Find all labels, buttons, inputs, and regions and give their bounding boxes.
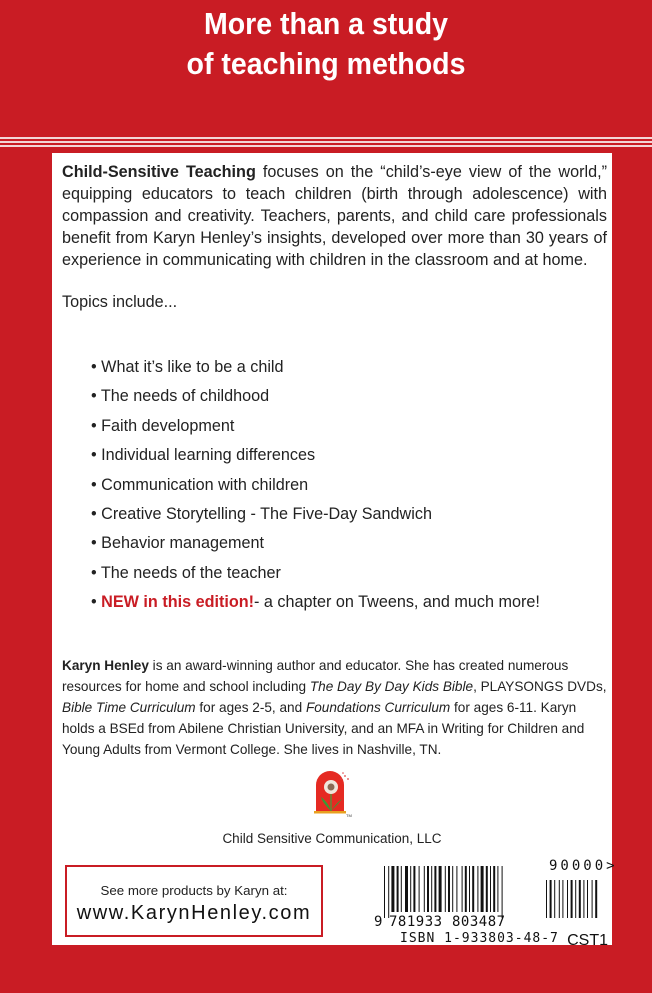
barcode-bar — [481, 866, 484, 912]
isbn-barcode — [374, 858, 618, 950]
website-box — [65, 865, 323, 937]
barcode-bar — [486, 866, 488, 912]
barcode-bar — [439, 866, 442, 912]
addon-bar — [575, 880, 576, 918]
addon-bar — [583, 880, 584, 918]
barcode-bar — [456, 866, 457, 912]
barcode-bar — [477, 866, 478, 912]
list-item: • Behavior management — [91, 534, 265, 553]
bio-text: , PLAYSONGS DVDs, — [473, 679, 607, 694]
barcode-bar — [391, 866, 394, 912]
list-item: • The needs of the teacher — [91, 563, 281, 582]
barcode-bar — [465, 866, 467, 912]
barcode-bar — [497, 866, 498, 912]
barcode-bar — [427, 866, 429, 912]
bio-title: The Day By Day Kids Bible — [309, 679, 474, 694]
barcode-digits-left: 781933 — [389, 914, 443, 930]
list-item: • Faith development — [91, 416, 235, 435]
website-prompt: See more products by Karyn at: — [100, 883, 288, 898]
addon-digits: 90000> — [549, 858, 618, 874]
bio-text: is an award-winning author and educator. She has created numerous resources for home and school including — [62, 658, 569, 694]
addon-bar — [546, 880, 547, 918]
addon-bar — [595, 880, 597, 918]
addon-bar — [587, 880, 588, 918]
new-edition-highlight: NEW in this edition! — [101, 593, 255, 612]
barcode-bar — [401, 866, 402, 912]
addon-bar — [562, 880, 563, 918]
bio-title: Foundations Curriculum — [305, 700, 451, 715]
barcode-bar — [424, 866, 425, 912]
barcode-bar — [502, 866, 503, 918]
list-item-new — [91, 593, 540, 622]
barcode-bar — [445, 866, 446, 912]
addon-bar — [571, 880, 573, 918]
addon-bar — [579, 880, 581, 918]
book-title: Child-Sensitive Teaching — [62, 163, 256, 181]
barcode-digits-right: 803487 — [452, 914, 506, 930]
addon-bar — [567, 880, 568, 918]
list-item: • Creative Storytelling - The Five-Day Sandwich — [91, 504, 432, 523]
isbn-text: ISBN 1-933803-48-7 — [400, 931, 559, 946]
content-panel — [52, 153, 618, 949]
barcode-first-digit: 9 — [374, 914, 383, 930]
addon-bar — [592, 880, 593, 918]
barcode-bar — [462, 866, 463, 912]
list-item: • What it’s like to be a child — [91, 358, 284, 376]
cover-title — [26, 4, 626, 84]
author-name: Karyn Henley — [62, 658, 149, 673]
topics-list — [91, 358, 540, 623]
barcode-bar — [434, 866, 436, 912]
barcode-bar — [388, 866, 389, 918]
barcode-bar — [413, 866, 415, 912]
intro-paragraph — [62, 161, 607, 271]
title-line-2: of teaching methods — [186, 46, 466, 81]
website-link[interactable]: www.KarynHenley.com — [76, 902, 312, 924]
author-bio — [62, 655, 607, 760]
list-item: • Communication with children — [91, 475, 309, 494]
bio-text: for ages 2-5, and — [195, 700, 306, 715]
addon-bar — [559, 880, 560, 918]
barcode-bar — [384, 866, 385, 918]
barcode-bar — [490, 866, 491, 912]
barcode-bar — [493, 866, 495, 912]
publisher-logo — [313, 767, 353, 828]
divider-stripe — [0, 145, 652, 147]
dandelion-logo-icon — [313, 767, 353, 823]
intro-text: focuses on the “child’s-eye view of the world,” equipping educators to teach children (birth through adolescence) with compassion and creativity. Teachers, parents, and child care professionals benefit from Karyn Henley’s insights, developed over more than 30 years of experience in communicating with children in the classroom and at home. — [62, 163, 607, 269]
barcode-bar — [431, 866, 432, 912]
publisher-name: Child Sensitive Communication, LLC — [222, 831, 442, 846]
barcode-bar — [410, 866, 411, 912]
list-item: • Individual learning differences — [91, 446, 316, 465]
barcode-bar — [419, 866, 420, 912]
barcode-bar — [469, 866, 470, 912]
bio-title: Bible Time Curriculum — [62, 700, 196, 715]
addon-bar — [554, 880, 555, 918]
new-edition-text: - a chapter on Tweens, and much more! — [254, 593, 540, 612]
trademark-mark: TM — [346, 813, 352, 818]
topics-heading: Topics include... — [62, 293, 178, 311]
addon-bar — [550, 880, 552, 918]
bullet: • — [91, 593, 102, 612]
divider-stripe — [0, 137, 652, 139]
bio-text: for ages 6-11. Karyn holds a BSEd from Abilene Christian University, and an MFA in Writing for Children and Young Adults from Vermont College. She lives in Nashville, TN. — [62, 700, 585, 757]
product-code: CST1 — [567, 932, 608, 949]
barcode-bar — [405, 866, 408, 912]
barcode-bar — [472, 866, 474, 912]
barcode-bar — [448, 866, 450, 912]
title-line-1: More than a study — [203, 6, 449, 41]
barcode-bar — [397, 866, 399, 912]
barcode-bar — [452, 866, 453, 912]
divider-stripe — [0, 141, 652, 143]
list-item: • The needs of childhood — [91, 387, 270, 406]
